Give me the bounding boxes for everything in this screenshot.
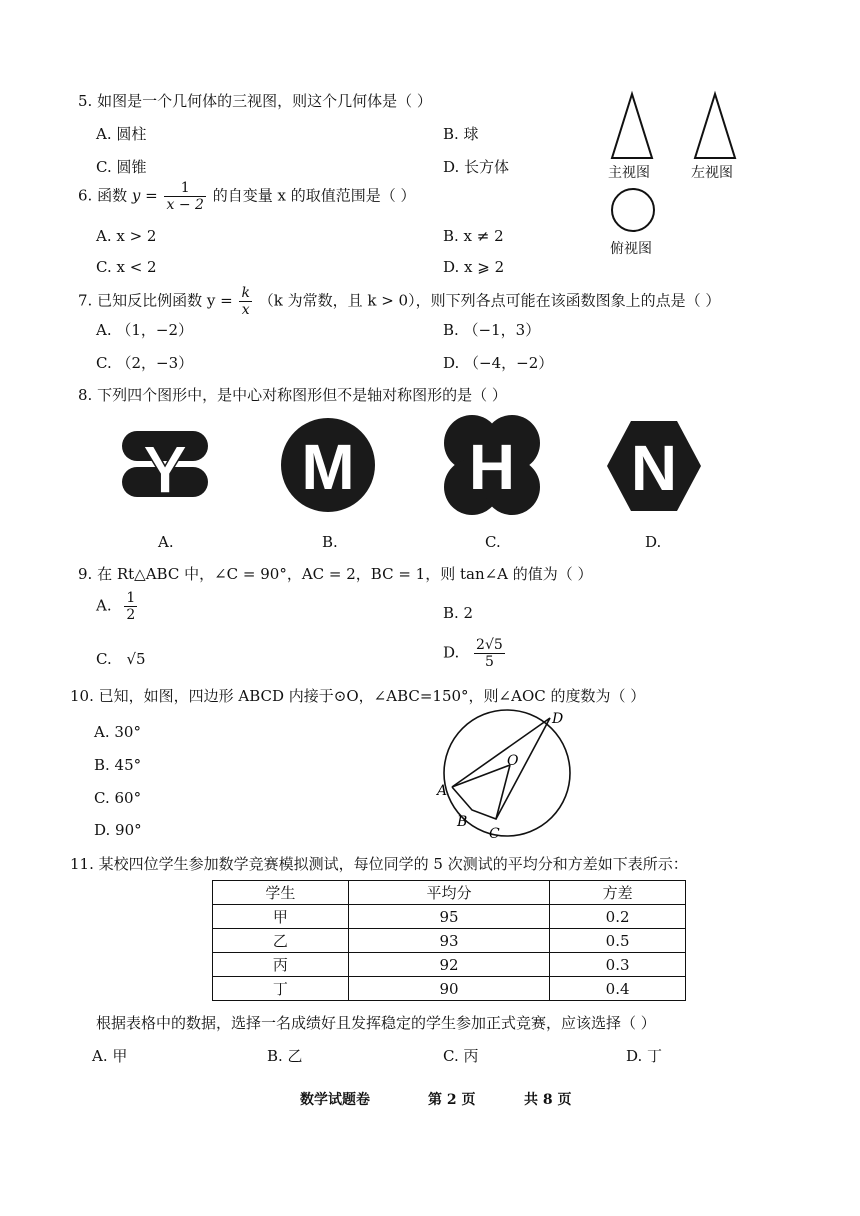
q9-option-d (443, 637, 507, 670)
table-header-row (213, 881, 686, 905)
cell-student: 甲 (213, 905, 349, 929)
q9-a-den: 2 (126, 607, 136, 624)
table-row (213, 905, 686, 929)
cell-student: 乙 (213, 929, 349, 953)
score-table (212, 880, 686, 1001)
point-b-label: B (457, 814, 468, 830)
q8-label-c: C. (485, 533, 501, 551)
q5-option-d: D. 长方体 (443, 158, 510, 176)
q11-stem: 11. 某校四位学生参加数学竞赛模拟测试，每位同学的 5 次测试的平均分和方差如下表所示： (70, 855, 688, 873)
q11-question: 根据表格中的数据，选择一名成绩好且发挥稳定的学生参加正式竞赛，应该选择（ ） (96, 1014, 656, 1032)
h-logo-letter: H (468, 431, 516, 503)
figure-h-logo (442, 413, 542, 517)
point-a-label: A (437, 783, 448, 799)
q9-d-num: 2√5 (476, 637, 503, 653)
header-variance: 方差 (550, 881, 686, 905)
segment-oc (496, 765, 510, 819)
point-o-label: O (507, 753, 519, 769)
q6-option-b: B. x ≠ 2 (443, 227, 504, 245)
q10-option-a: A. 30° (94, 723, 141, 741)
cell-average: 92 (348, 953, 549, 977)
q11-option-b: B. 乙 (267, 1047, 303, 1065)
q6-frac-num: 1 (164, 180, 205, 197)
q11-option-c: C. 丙 (443, 1047, 479, 1065)
q7-option-d: D. （−4，−2） (443, 354, 554, 372)
q7-option-b: B. （−1，3） (443, 321, 541, 339)
q9-c-label: C. (96, 650, 112, 668)
cell-student: 丁 (213, 977, 349, 1001)
top-view-circle (612, 189, 654, 231)
q7-option-a: A. （1，−2） (96, 321, 194, 339)
q6-option-a: A. x > 2 (96, 227, 157, 245)
q6-post: 的自变量 x 的取值范围是（ ） (212, 186, 416, 205)
table-row (213, 929, 686, 953)
footer-page: 第 2 页 (428, 1092, 476, 1108)
n-logo-letter: N (630, 432, 678, 504)
cell-variance: 0.5 (550, 929, 686, 953)
q7-fraction (239, 285, 251, 318)
q6-pre: 函数 (97, 186, 128, 205)
front-view-label: 主视图 (608, 165, 650, 181)
q5-option-b: B. 球 (443, 125, 479, 143)
q10-option-d: D. 90° (94, 821, 142, 839)
q7-frac-num: k (241, 285, 250, 301)
cell-student: 丙 (213, 953, 349, 977)
q6-stem (78, 180, 415, 213)
y-logo-letter: Y (142, 432, 188, 508)
q8-stem: 8. 下列四个图形中，是中心对称图形但不是轴对称图形的是（ ） (78, 386, 507, 404)
cell-average: 90 (348, 977, 549, 1001)
cell-average: 95 (348, 905, 549, 929)
q9-d-label: D. (443, 643, 460, 662)
q6-fraction (164, 180, 205, 213)
q9-option-b: B. 2 (443, 604, 474, 622)
q5-option-a: A. 圆柱 (96, 125, 147, 143)
q11-option-a: A. 甲 (92, 1047, 128, 1065)
q8-label-a: A. (158, 533, 174, 551)
q7-stem (78, 285, 720, 318)
point-c-label: C (489, 826, 500, 842)
q6-frac-den: x − 2 (166, 197, 204, 214)
q9-option-a (96, 590, 139, 623)
q7-option-c: C. （2，−3） (96, 354, 194, 372)
front-view-triangle (612, 94, 652, 158)
q9-option-c (96, 650, 146, 668)
top-view-label: 俯视图 (610, 241, 652, 257)
table-row (213, 953, 686, 977)
q7-pre: 7. 已知反比例函数 y = (78, 291, 233, 310)
circle-figure (430, 705, 580, 850)
cell-variance: 0.3 (550, 953, 686, 977)
table-row (213, 977, 686, 1001)
header-average: 平均分 (348, 881, 549, 905)
q9-a-fraction (124, 590, 137, 623)
footer-title: 数学试题卷 (300, 1092, 370, 1108)
left-view-triangle (695, 94, 735, 158)
q9-stem: 9. 在 Rt△ABC 中，∠C = 90°，AC = 2，BC = 1，则 tan∠A 的值为（ ） (78, 565, 593, 583)
q11-option-d: D. 丁 (626, 1047, 663, 1065)
cell-variance: 0.4 (550, 977, 686, 1001)
q9-d-den: 5 (484, 654, 494, 671)
point-d-label: D (552, 711, 564, 727)
cell-variance: 0.2 (550, 905, 686, 929)
q6-option-c: C. x < 2 (96, 258, 157, 276)
figure-n-logo (605, 417, 703, 515)
q9-d-fraction (474, 637, 505, 670)
q5-option-c: C. 圆锥 (96, 158, 147, 176)
cell-average: 93 (348, 929, 549, 953)
q8-label-b: B. (322, 533, 338, 551)
q7-frac-den: x (241, 302, 250, 319)
q10-option-b: B. 45° (94, 756, 142, 774)
figure-y-logo (118, 415, 212, 513)
header-student: 学生 (213, 881, 349, 905)
q10-stem: 10. 已知，如图，四边形 ABCD 内接于⊙O，∠ABC=150°，则∠AOC 的度数为（ ） (70, 687, 646, 705)
q5-stem: 5. 如图是一个几何体的三视图，则这个几何体是（ ） (78, 92, 432, 110)
q6-y: y = (131, 186, 158, 205)
q6-number: 6. (78, 186, 93, 205)
q10-option-c: C. 60° (94, 789, 142, 807)
q6-option-d: D. x ⩾ 2 (443, 258, 505, 276)
q9-a-label: A. (96, 596, 112, 615)
q9-c-value: √5 (126, 650, 146, 668)
footer-total: 共 8 页 (524, 1092, 572, 1108)
figure-m-logo (278, 415, 378, 515)
left-view-label: 左视图 (691, 165, 733, 181)
segment-ao (452, 765, 510, 787)
q8-label-d: D. (645, 533, 662, 551)
q7-post: （k 为常数，且 k > 0），则下列各点可能在该函数图象上的点是（ ） (258, 291, 721, 310)
q9-a-num: 1 (126, 590, 136, 606)
m-logo-letter: M (301, 431, 355, 503)
